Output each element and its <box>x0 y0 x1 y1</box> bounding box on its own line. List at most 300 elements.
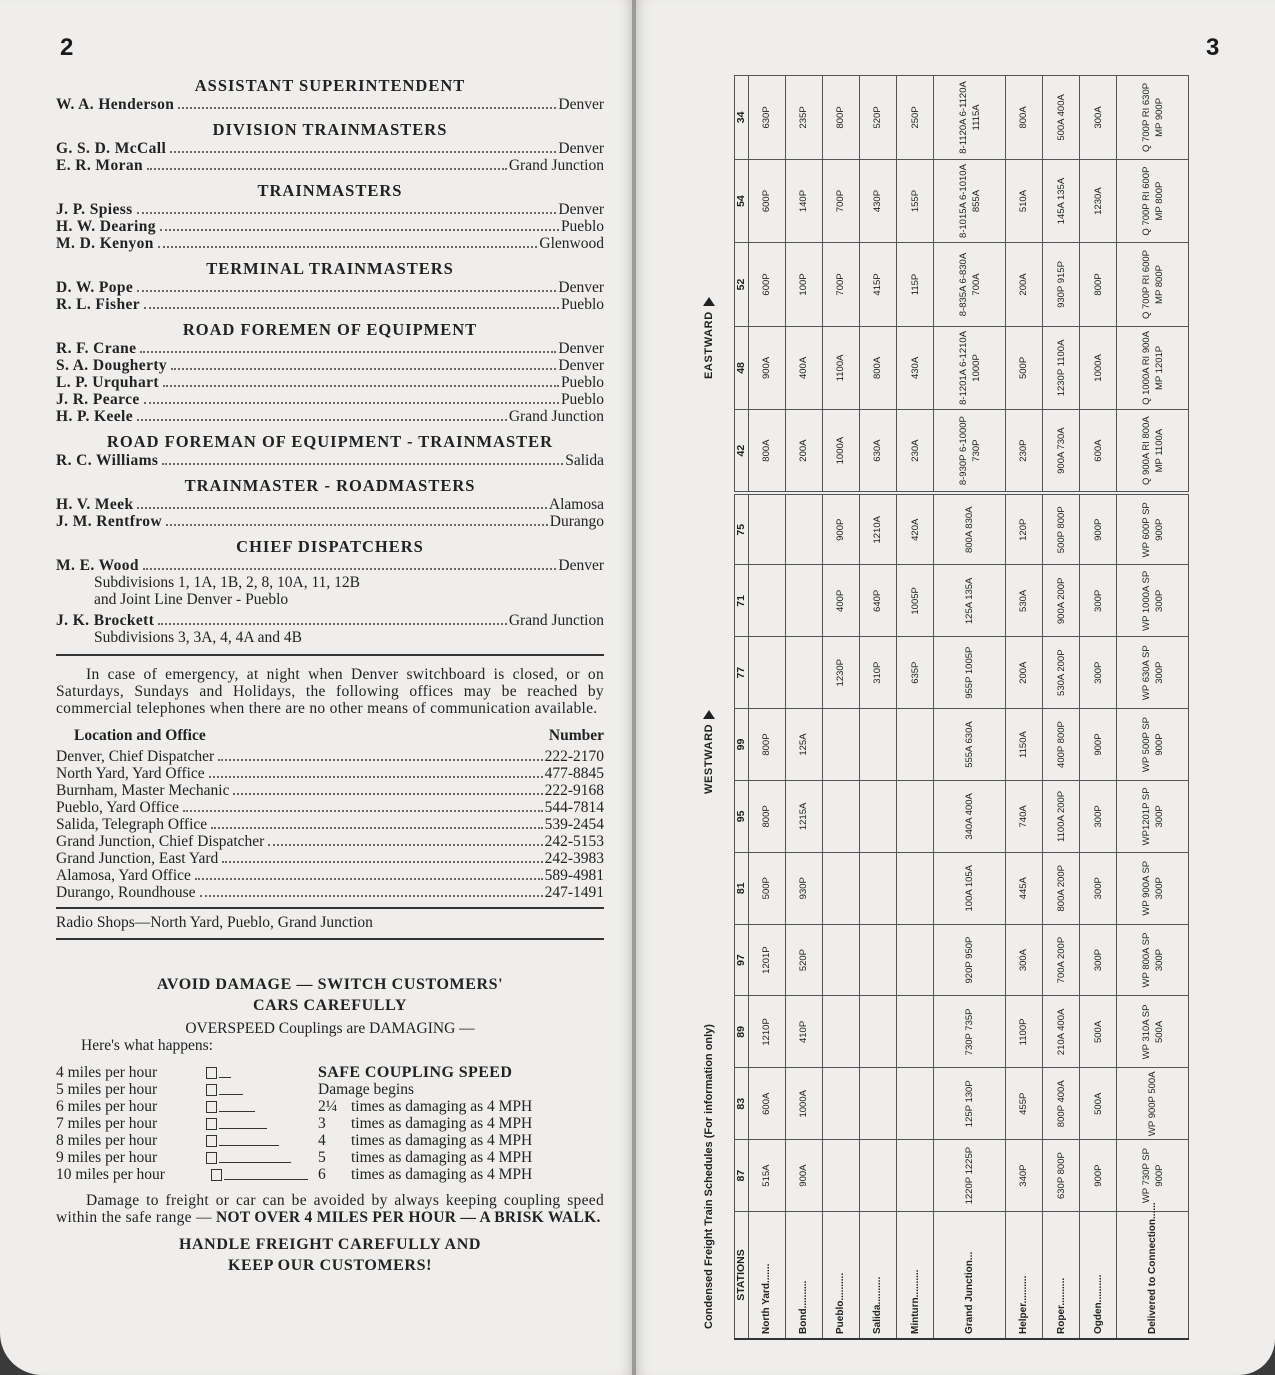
officer-location: Pueblo <box>560 296 604 313</box>
officer-name: W. A. Henderson <box>56 96 175 113</box>
time-cell: 1000A <box>785 1068 822 1140</box>
officer-location: Denver <box>558 279 604 296</box>
time-cell <box>822 1140 859 1212</box>
table-row <box>1117 76 1189 1340</box>
phone-number: 544-7814 <box>544 799 604 816</box>
speed-row <box>56 1166 316 1183</box>
station-name: Delivered to Connection...... <box>1117 1212 1189 1339</box>
time-cell: 445A <box>1005 852 1042 924</box>
time-cell <box>822 996 859 1068</box>
time-cell: 340P <box>1005 1140 1042 1212</box>
officer-entry <box>56 201 604 218</box>
officer-location: Denver <box>558 340 604 357</box>
officer-entry <box>56 408 604 425</box>
officer-name: J. P. Spiess <box>56 201 133 218</box>
multiplier-text: times as damaging as 4 MPH <box>351 1115 533 1132</box>
train-number: 42 <box>734 410 748 493</box>
station-name: Minturn.......... <box>897 1212 934 1339</box>
time-cell: 500A 400A <box>1042 76 1079 160</box>
time-cell: 430P <box>859 159 896 242</box>
time-cell: 420A <box>897 493 934 565</box>
station-name: Helper.......... <box>1005 1212 1042 1339</box>
time-cell: 1215A <box>785 780 822 852</box>
officer-name: H. V. Meek <box>56 496 134 513</box>
officer-location: Pueblo <box>560 218 604 235</box>
time-cell: 510A <box>1005 159 1042 242</box>
time-cell: 740A <box>1005 780 1042 852</box>
time-cell: 600P <box>748 159 785 242</box>
time-cell: 300P <box>1080 924 1117 996</box>
phone-row <box>56 867 604 884</box>
speed-bar <box>219 1094 243 1095</box>
checkbox-icon <box>206 1084 217 1096</box>
multiplier-text: times as damaging as 4 MPH <box>351 1149 533 1166</box>
time-cell: 520P <box>859 76 896 160</box>
speed-bar <box>219 1077 231 1078</box>
number-header: Number <box>548 727 604 744</box>
officer-name: R. F. Crane <box>56 340 137 357</box>
time-cell: 230A <box>897 410 934 493</box>
time-cell: 800P <box>822 76 859 160</box>
leader-dots <box>183 810 543 812</box>
time-cell: 520P <box>785 924 822 996</box>
leader-dots <box>147 168 507 170</box>
time-cell: 300P <box>1080 637 1117 709</box>
train-number: 87 <box>734 1140 748 1212</box>
time-cell: 1100A 200P <box>1042 780 1079 852</box>
multiplier-list <box>318 1098 604 1183</box>
time-cell <box>822 852 859 924</box>
station-name: Pueblo.......... <box>822 1212 859 1339</box>
officer-entry <box>56 340 604 357</box>
time-cell: 8-835A 6-830A 700A <box>934 243 1006 326</box>
officer-location: Grand Junction <box>508 157 604 174</box>
handle-freight-title-2: KEEP OUR CUSTOMERS! <box>227 1257 433 1274</box>
time-cell: WP 900A SP 300P <box>1117 852 1189 924</box>
safe-coupling-title: SAFE COUPLING SPEED <box>318 1064 513 1081</box>
overspeed-line: OVERSPEED Couplings are DAMAGING — <box>185 1020 475 1037</box>
time-cell: 125P 130P <box>934 1068 1006 1140</box>
coupling-speed-chart <box>56 1064 604 1184</box>
speed-bar <box>219 1128 267 1129</box>
phone-row <box>56 833 604 850</box>
time-cell <box>897 852 934 924</box>
time-cell <box>748 493 785 565</box>
train-number: 54 <box>734 159 748 242</box>
time-cell: 300P <box>1080 852 1117 924</box>
time-cell: 8-1015A 6-1010A 855A <box>934 159 1006 242</box>
time-cell: 300P <box>1080 565 1117 637</box>
eastward-label <box>703 297 715 379</box>
time-cell: 630P <box>748 76 785 160</box>
leader-dots <box>140 351 556 353</box>
time-cell: Q 700P RI 630P MP 900P <box>1117 76 1189 160</box>
multiplier-text: times as damaging as 4 MPH <box>351 1166 533 1183</box>
time-cell: 200A <box>1005 243 1042 326</box>
officer-name: R. L. Fisher <box>56 296 141 313</box>
speed-label: 6 miles per hour <box>56 1097 158 1115</box>
page-number-left: 2 <box>60 34 74 61</box>
time-cell: 1210A <box>859 493 896 565</box>
time-cell <box>897 709 934 781</box>
multiplier-row <box>318 1149 604 1166</box>
station-name: Salida.......... <box>859 1212 896 1339</box>
emergency-paragraph: In case of emergency, at night when Denver switchboard is closed, or on Saturdays, Sundays and Holidays, the following offices may be reached by commercial telephones when there are no other means of communication available. <box>56 666 604 717</box>
station-name: Bond.......... <box>785 1212 822 1339</box>
train-number: 81 <box>734 852 748 924</box>
table-row <box>748 76 785 1340</box>
phone-number: 242-5153 <box>544 833 604 850</box>
station-name: Roper.......... <box>1042 1212 1079 1339</box>
time-cell <box>859 996 896 1068</box>
time-cell: WP 310A SP 500A <box>1117 996 1189 1068</box>
speed-list <box>56 1064 316 1183</box>
phone-number: 539-2454 <box>544 816 604 833</box>
westward-text: WESTWARD <box>703 723 715 794</box>
time-cell: 310P <box>859 637 896 709</box>
time-cell: 730P 735P <box>934 996 1006 1068</box>
officer-entry <box>56 357 604 374</box>
time-cell: 8-930P 6-1000P 730P <box>934 410 1006 493</box>
leader-dots <box>166 524 548 526</box>
officer-name: G. S. D. McCall <box>56 140 167 157</box>
subdivision-note: Subdivisions 3, 3A, 4, 4A and 4B <box>94 629 302 646</box>
time-cell <box>785 565 822 637</box>
time-cell: 800P <box>748 780 785 852</box>
station-name: Ogden.......... <box>1080 1212 1117 1339</box>
phone-row <box>56 884 604 901</box>
time-cell: 250P <box>897 76 934 160</box>
time-cell: 200A <box>1005 637 1042 709</box>
damage-text: Damage to freight or car can be avoided by always keeping coupling speed within the safe range — <box>56 1192 604 1226</box>
time-cell: 1005P <box>897 565 934 637</box>
phone-row <box>56 850 604 867</box>
officer-location: Denver <box>558 140 604 157</box>
multiplier-value: 4 <box>318 1132 326 1149</box>
time-cell: 630P 800P <box>1042 1140 1079 1212</box>
time-cell: 900A 730A <box>1042 410 1079 493</box>
leader-dots <box>178 107 556 109</box>
table-row <box>859 76 896 1340</box>
divider <box>56 907 604 909</box>
time-cell: 155P <box>897 159 934 242</box>
time-cell: 800A <box>1005 76 1042 160</box>
time-cell: 800A <box>859 326 896 409</box>
time-cell: 555A 630A <box>934 709 1006 781</box>
time-cell: 900P <box>1080 709 1117 781</box>
section-title: ROAD FOREMAN OF EQUIPMENT - TRAINMASTER <box>106 432 554 451</box>
speed-label: 7 miles per hour <box>56 1114 158 1132</box>
table-row <box>1042 76 1079 1340</box>
leader-dots <box>162 463 563 465</box>
time-cell: 635P <box>897 637 934 709</box>
table-row <box>785 76 822 1340</box>
time-cell: Q 700P RI 600P MP 800P <box>1117 243 1189 326</box>
time-cell <box>897 924 934 996</box>
officer-name: L. P. Urquhart <box>56 374 159 391</box>
time-cell: 600A <box>748 1068 785 1140</box>
leader-dots <box>158 623 507 625</box>
officer-directory <box>56 76 604 1276</box>
schedule-body <box>748 76 1189 1340</box>
speed-label: 9 miles per hour <box>56 1148 158 1166</box>
officer-entry <box>56 296 604 313</box>
phone-number: 477-8845 <box>544 765 604 782</box>
time-cell: 500P 800P <box>1042 493 1079 565</box>
divider <box>56 938 604 940</box>
train-number: 71 <box>734 565 748 637</box>
time-cell: 700P <box>822 159 859 242</box>
office-name: Alamosa, Yard Office <box>56 867 191 884</box>
officer-location: Denver <box>558 201 604 218</box>
section-title: ROAD FOREMEN OF EQUIPMENT <box>182 320 478 339</box>
time-cell: 1220P 1225P <box>934 1140 1006 1212</box>
time-cell: 1230A <box>1080 159 1117 242</box>
time-cell: 300A <box>1080 76 1117 160</box>
time-cell: 210A 400A <box>1042 996 1079 1068</box>
train-number: 99 <box>734 709 748 781</box>
section-title: TERMINAL TRAINMASTERS <box>206 259 454 278</box>
phone-number: 242-3983 <box>544 850 604 867</box>
leader-dots <box>137 290 556 292</box>
checkbox-icon <box>206 1118 217 1130</box>
officer-entry <box>56 391 604 408</box>
officer-location: Alamosa <box>548 496 604 513</box>
phone-table-header <box>56 727 604 745</box>
officer-name: M. E. Wood <box>56 557 139 574</box>
time-cell: 630A <box>859 410 896 493</box>
table-row <box>934 76 1006 1340</box>
officer-location: Pueblo <box>560 374 604 391</box>
time-cell: Q 700P RI 600P MP 800P <box>1117 159 1189 242</box>
time-cell: WP 900P 500A <box>1117 1068 1189 1140</box>
time-cell: 100P <box>785 243 822 326</box>
officer-name: H. W. Dearing <box>56 218 156 235</box>
officer-location: Glenwood <box>539 235 604 252</box>
time-cell <box>859 1068 896 1140</box>
time-cell: Q 1000A RI 900A MP 1201P <box>1117 326 1189 409</box>
office-name: North Yard, Yard Office <box>56 765 205 782</box>
time-cell: 500A <box>1080 996 1117 1068</box>
time-cell: 300P <box>1080 780 1117 852</box>
time-cell: 1100A <box>822 326 859 409</box>
time-cell: 400P 800P <box>1042 709 1079 781</box>
time-cell: 100A 105A <box>934 852 1006 924</box>
officer-location: Grand Junction <box>508 408 604 425</box>
speed-label: 8 miles per hour <box>56 1131 158 1149</box>
multiplier-value: 2¼ <box>318 1098 338 1115</box>
leader-dots <box>211 827 542 829</box>
checkbox-icon <box>206 1135 217 1147</box>
multiplier-row <box>318 1166 604 1183</box>
speed-label: 4 miles per hour <box>56 1063 158 1081</box>
train-number: 75 <box>734 493 748 565</box>
multiplier-value: 6 <box>318 1166 326 1183</box>
time-cell: 955P 1005P <box>934 637 1006 709</box>
table-row <box>822 76 859 1340</box>
time-cell <box>822 709 859 781</box>
time-cell: 515A <box>748 1140 785 1212</box>
train-number: 89 <box>734 996 748 1068</box>
office-name: Burnham, Master Mechanic <box>56 782 230 799</box>
arrow-right-icon <box>703 710 715 719</box>
section-title: TRAINMASTERS <box>257 181 403 200</box>
time-cell <box>897 1068 934 1140</box>
time-cell: 400A <box>785 326 822 409</box>
time-cell: 500A <box>1080 1068 1117 1140</box>
time-cell <box>859 1140 896 1212</box>
time-cell: 800A 830A <box>934 493 1006 565</box>
multiplier-row <box>318 1115 604 1132</box>
time-cell: 410P <box>785 996 822 1068</box>
damage-bold-text: NOT OVER 4 MILES PER HOUR — A BRISK WALK. <box>216 1209 601 1226</box>
time-cell: 930P 915P <box>1042 243 1079 326</box>
westward-label <box>703 710 715 794</box>
time-cell: 900A <box>748 326 785 409</box>
officer-location: Pueblo <box>560 391 604 408</box>
officer-entry <box>56 513 604 530</box>
time-cell: WP 500P SP 900P <box>1117 709 1189 781</box>
train-number: 83 <box>734 1068 748 1140</box>
train-number: 34 <box>734 76 748 160</box>
officer-location: Grand Junction <box>508 612 604 629</box>
speed-bar <box>224 1179 308 1180</box>
time-cell: 920P 950P <box>934 924 1006 996</box>
officer-entry <box>56 218 604 235</box>
time-cell: 120P <box>1005 493 1042 565</box>
time-cell: 300A <box>1005 924 1042 996</box>
time-cell: 200A <box>785 410 822 493</box>
office-name: Grand Junction, Chief Dispatcher <box>56 833 265 850</box>
officer-location: Denver <box>558 96 604 113</box>
leader-dots <box>195 878 543 880</box>
damage-begins-line: Damage begins <box>318 1081 414 1098</box>
page-number-right: 3 <box>1206 34 1220 61</box>
time-cell: 930P <box>785 852 822 924</box>
heres-what-line: Here's what happens: <box>81 1037 213 1054</box>
arrow-right-icon <box>703 297 715 306</box>
time-cell <box>748 565 785 637</box>
officer-name: S. A. Dougherty <box>56 357 168 374</box>
officer-location: Salida <box>565 452 604 469</box>
time-cell: 430A <box>897 326 934 409</box>
train-number: 52 <box>734 243 748 326</box>
time-cell: 1000A <box>1080 326 1117 409</box>
officer-entry <box>56 557 604 574</box>
eastward-text: EASTWARD <box>703 311 715 379</box>
officer-name: H. P. Keele <box>56 408 134 425</box>
office-name: Salida, Telegraph Office <box>56 816 208 833</box>
time-cell: WP 800A SP 300P <box>1117 924 1189 996</box>
schedule-caption: Condensed Freight Train Schedules (For information only) <box>702 1024 715 1329</box>
time-cell: 640P <box>859 565 896 637</box>
officer-sections <box>56 76 604 530</box>
time-cell: 340A 400A <box>934 780 1006 852</box>
time-cell: 900P <box>1080 493 1117 565</box>
table-row <box>1005 76 1042 1340</box>
officer-name: J. M. Rentfrow <box>56 513 163 530</box>
officer-entry <box>56 235 604 252</box>
speed-row <box>56 1098 316 1115</box>
leader-dots <box>268 844 542 846</box>
train-number: 97 <box>734 924 748 996</box>
multiplier-value: 5 <box>318 1149 326 1166</box>
office-name: Denver, Chief Dispatcher <box>56 748 215 765</box>
leader-dots <box>137 212 557 214</box>
officer-entry <box>56 140 604 157</box>
time-cell <box>897 780 934 852</box>
train-number-header <box>734 76 748 1340</box>
officer-entry <box>56 496 604 513</box>
time-cell: 800A 200P <box>1042 852 1079 924</box>
phone-row <box>56 748 604 765</box>
leader-dots <box>137 507 546 509</box>
time-cell: 1230P 1100A <box>1042 326 1079 409</box>
leader-dots <box>171 368 556 370</box>
officer-name: R. C. Williams <box>56 452 159 469</box>
time-cell <box>785 493 822 565</box>
time-cell: 600P <box>748 243 785 326</box>
officer-entry <box>56 96 604 113</box>
time-cell: 125A 135A <box>934 565 1006 637</box>
time-cell: 500P <box>1005 326 1042 409</box>
train-number: 95 <box>734 780 748 852</box>
time-cell: 145A 135A <box>1042 159 1079 242</box>
officer-name: J. R. Pearce <box>56 391 140 408</box>
time-cell: 235P <box>785 76 822 160</box>
time-cell: 8-1120A 6-1120A 1115A <box>934 76 1006 160</box>
time-cell: 125A <box>785 709 822 781</box>
train-number: 77 <box>734 637 748 709</box>
checkbox-icon <box>211 1169 222 1181</box>
leader-dots <box>222 861 542 863</box>
leader-dots <box>200 895 543 897</box>
time-cell: 500P <box>748 852 785 924</box>
subdivision-note: and Joint Line Denver - Pueblo <box>94 591 289 608</box>
leader-dots <box>209 776 543 778</box>
officer-name: J. K. Brockett <box>56 612 155 629</box>
location-header: Location and Office <box>74 727 206 744</box>
leader-dots <box>163 385 559 387</box>
phone-row <box>56 782 604 799</box>
leader-dots <box>137 419 507 421</box>
time-cell <box>822 924 859 996</box>
damage-paragraph <box>56 1192 604 1226</box>
leader-dots <box>160 229 559 231</box>
station-name: North Yard....... <box>748 1212 785 1339</box>
avoid-damage-title: AVOID DAMAGE — SWITCH CUSTOMERS' <box>156 976 504 993</box>
time-cell: 1230P <box>822 637 859 709</box>
checkbox-icon <box>206 1152 217 1164</box>
leader-dots <box>144 402 559 404</box>
time-cell: 800P 400A <box>1042 1068 1079 1140</box>
time-cell <box>897 996 934 1068</box>
speed-bar <box>219 1162 291 1163</box>
time-cell: Q 900A RI 800A MP 1100A <box>1117 410 1189 493</box>
time-cell: 115P <box>897 243 934 326</box>
left-page <box>0 0 632 1375</box>
time-cell <box>859 852 896 924</box>
multiplier-row <box>318 1098 604 1115</box>
leader-dots <box>158 246 538 248</box>
leader-dots <box>143 568 556 570</box>
time-cell: 700A 200P <box>1042 924 1079 996</box>
phone-number: 222-2170 <box>544 748 604 765</box>
officer-entry <box>56 279 604 296</box>
time-cell: 1150A <box>1005 709 1042 781</box>
station-name: Grand Junction... <box>934 1212 1006 1339</box>
multiplier-text: times as damaging as 4 MPH <box>351 1098 533 1115</box>
